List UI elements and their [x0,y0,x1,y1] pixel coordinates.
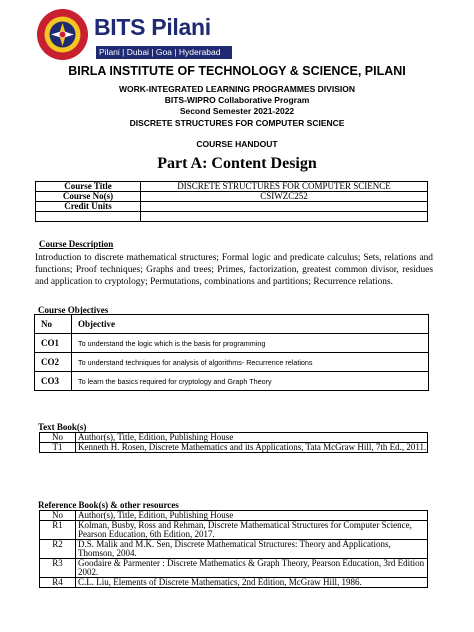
table-row [36,212,428,222]
text-books-col-no: No [40,433,76,443]
table-row [35,334,429,353]
table-row [40,433,428,443]
credit-units-label: Credit Units [36,202,141,212]
course-name-heading: DISCRETE STRUCTURES FOR COMPUTER SCIENCE [129,118,345,128]
reference-no: R2 [40,540,76,559]
table-row [35,353,429,372]
reference-col-info: Author(s), Title, Edition, Publishing House [76,511,428,521]
objective-text: To understand techniques for analysis of algorithms- Recurrence relations [72,353,429,372]
institute-name: BIRLA INSTITUTE OF TECHNOLOGY & SCIENCE, PILANI [68,64,406,78]
reference-no: R3 [40,559,76,578]
course-title-label: Course Title [36,182,141,192]
reference-text: D.S. Malik and M.K. Sen, Discrete Mathematical Structures: Theory and Applications, Thomson, 2004. [76,540,428,559]
reference-no: R4 [40,578,76,588]
table-row [40,578,428,588]
semester-label: Second Semester 2021-2022 [179,106,295,116]
course-objectives-heading: Course Objectives [38,305,109,315]
course-info-table [35,181,428,222]
reference-text: C.L. Liu, Elements of Discrete Mathematics, 2nd Edition, McGraw Hill, 1986. [76,578,428,588]
course-title-value: DISCRETE STRUCTURES FOR COMPUTER SCIENCE [141,182,428,192]
program-name: BITS-WIPRO Collaborative Program [164,95,310,105]
bits-seal-icon [36,8,89,61]
text-books-heading: Text Book(s) [38,422,87,432]
book-no: T1 [40,443,76,453]
credit-units-value [141,202,428,212]
reference-books-heading: Reference Book(s) & other resources [38,500,179,510]
objective-text: To understand the logic which is the basis for programming [72,334,429,353]
doc-type-heading: COURSE HANDOUT [196,139,278,149]
table-row [36,182,428,192]
empty-value [141,212,428,222]
table-row [40,443,428,453]
reference-col-no: No [40,511,76,521]
reference-books-table [39,510,428,588]
table-row [35,372,429,391]
course-description-heading: Course Description [39,239,114,249]
empty-label [36,212,141,222]
objective-no: CO2 [35,353,72,372]
part-title: Part A: Content Design [157,155,317,172]
course-no-value: CSIWZC252 [141,192,428,202]
text-books-table [39,432,428,453]
course-description-text: Introduction to discrete mathematical structures; Formal logic and predicate calculus; Sets, relations and functions; Proof techniques; Graphs and trees; Primes, factorization, greatest common divisor, residues and application to cryptology; Permutations, combinations and partitions; Recurrence relations. [35,253,433,287]
table-row [36,192,428,202]
table-row [40,511,428,521]
division-name: WORK-INTEGRATED LEARNING PROGRAMMES DIVISION [119,84,355,94]
table-row [40,521,428,540]
objectives-col-objective: Objective [72,315,429,334]
table-row [35,315,429,334]
text-books-col-info: Author(s), Title, Edition, Publishing House [76,433,428,443]
objective-no: CO1 [35,334,72,353]
table-row [40,559,428,578]
objective-text: To learn the basics required for cryptology and Graph Theory [72,372,429,391]
course-no-label: Course No(s) [36,192,141,202]
bits-logo [36,8,276,63]
objectives-col-no: No [35,315,72,334]
objective-no: CO3 [35,372,72,391]
reference-text: Goodaire & Parmenter : Discrete Mathematics & Graph Theory, Pearson Education, 3rd Edition 2002. [76,559,428,578]
table-row [36,202,428,212]
course-objectives-table [34,314,429,391]
logo-wordmark: BITS Pilani [94,14,211,40]
book-text: Kenneth H. Rosen, Discrete Mathematics and its Applications, Tata McGraw Hill, 7th Ed., 2011. [76,443,428,453]
logo-tagline: Pilani | Dubai | Goa | Hyderabad [96,46,232,59]
reference-no: R1 [40,521,76,540]
table-row [40,540,428,559]
reference-text: Kolman, Busby, Ross and Rehman, Discrete Mathematical Structures for Computer Science, Pearson Education, 6th Edition, 2017. [76,521,428,540]
